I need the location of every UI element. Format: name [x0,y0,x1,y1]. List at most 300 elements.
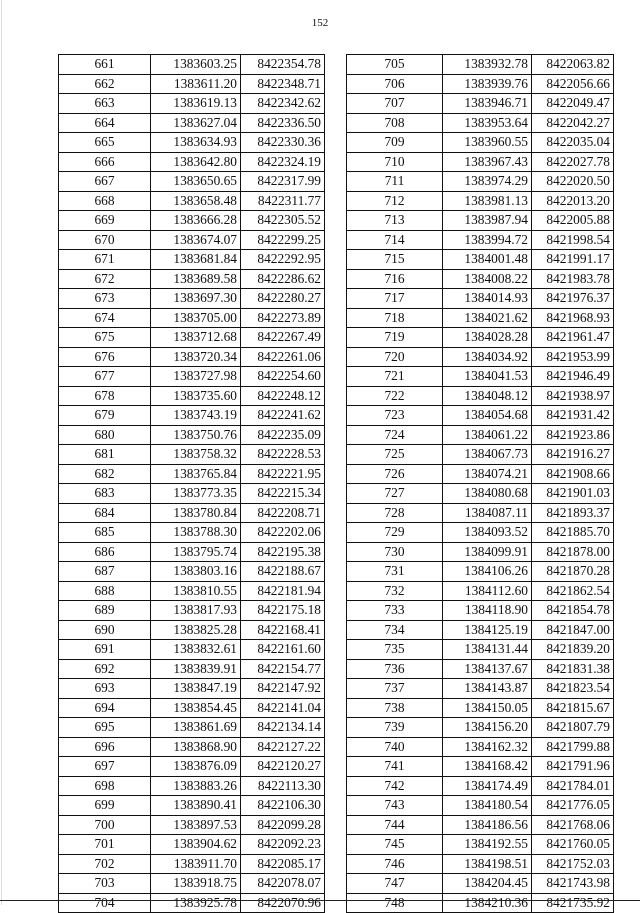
point-number-cell: 738 [347,698,443,718]
table-row [59,874,325,894]
x-coordinate-cell: 1384041.53 [443,367,532,387]
y-coordinate-cell: 8422134.14 [241,718,325,738]
x-coordinate-cell: 1383627.04 [151,113,241,133]
y-coordinate-cell: 8422154.77 [241,659,325,679]
table-row [347,152,614,172]
x-coordinate-cell: 1384028.28 [443,328,532,348]
x-coordinate-cell: 1384034.92 [443,347,532,367]
point-number-cell: 664 [59,113,151,133]
point-number-cell: 688 [59,581,151,601]
x-coordinate-cell: 1384118.90 [443,601,532,621]
x-coordinate-cell: 1384067.73 [443,445,532,465]
point-number-cell: 745 [347,835,443,855]
point-number-cell: 709 [347,133,443,153]
y-coordinate-cell: 8422221.95 [241,464,325,484]
table-row [347,835,614,855]
y-coordinate-cell: 8421916.27 [532,445,614,465]
x-coordinate-cell: 1383932.78 [443,55,532,75]
point-number-cell: 697 [59,757,151,777]
table-row [347,854,614,874]
point-number-cell: 707 [347,94,443,114]
y-coordinate-cell: 8421854.78 [532,601,614,621]
point-number-cell: 685 [59,523,151,543]
y-coordinate-cell: 8421998.54 [532,230,614,250]
table-row [59,503,325,523]
point-number-cell: 677 [59,367,151,387]
y-coordinate-cell: 8422286.62 [241,269,325,289]
x-coordinate-cell: 1383666.28 [151,211,241,231]
y-coordinate-cell: 8421908.66 [532,464,614,484]
table-row [59,152,325,172]
point-number-cell: 668 [59,191,151,211]
table-row [59,74,325,94]
x-coordinate-cell: 1383974.29 [443,172,532,192]
point-number-cell: 715 [347,250,443,270]
point-number-cell: 671 [59,250,151,270]
y-coordinate-cell: 8422208.71 [241,503,325,523]
y-coordinate-cell: 8421823.54 [532,679,614,699]
point-number-cell: 691 [59,640,151,660]
table-row [347,308,614,328]
y-coordinate-cell: 8422336.50 [241,113,325,133]
x-coordinate-cell: 1383967.43 [443,152,532,172]
point-number-cell: 735 [347,640,443,660]
point-number-cell: 721 [347,367,443,387]
point-number-cell: 740 [347,737,443,757]
point-number-cell: 682 [59,464,151,484]
point-number-cell: 663 [59,94,151,114]
y-coordinate-cell: 8422241.62 [241,406,325,426]
x-coordinate-cell: 1383803.16 [151,562,241,582]
x-coordinate-cell: 1383953.64 [443,113,532,133]
y-coordinate-cell: 8421946.49 [532,367,614,387]
table-row [59,620,325,640]
table-row [347,503,614,523]
y-coordinate-cell: 8421901.03 [532,484,614,504]
x-coordinate-cell: 1384080.68 [443,484,532,504]
table-row [59,659,325,679]
x-coordinate-cell: 1384174.49 [443,776,532,796]
y-coordinate-cell: 8421791.96 [532,757,614,777]
point-number-cell: 717 [347,289,443,309]
y-coordinate-cell: 8422317.99 [241,172,325,192]
x-coordinate-cell: 1384131.44 [443,640,532,660]
point-number-cell: 698 [59,776,151,796]
x-coordinate-cell: 1383847.19 [151,679,241,699]
y-coordinate-cell: 8422113.30 [241,776,325,796]
y-coordinate-cell: 8422013.20 [532,191,614,211]
x-coordinate-cell: 1383658.48 [151,191,241,211]
table-row [59,289,325,309]
table-row [59,484,325,504]
y-coordinate-cell: 8421923.86 [532,425,614,445]
y-coordinate-cell: 8422348.71 [241,74,325,94]
table-row [347,659,614,679]
table-row [347,289,614,309]
x-coordinate-cell: 1383832.61 [151,640,241,660]
table-row [347,386,614,406]
table-row [59,425,325,445]
table-row [347,74,614,94]
table-row [59,776,325,796]
y-coordinate-cell: 8422085.17 [241,854,325,874]
x-coordinate-cell: 1384150.05 [443,698,532,718]
point-number-cell: 722 [347,386,443,406]
point-number-cell: 684 [59,503,151,523]
point-number-cell: 667 [59,172,151,192]
point-number-cell: 737 [347,679,443,699]
x-coordinate-cell: 1383883.26 [151,776,241,796]
table-row [59,796,325,816]
y-coordinate-cell: 8422063.82 [532,55,614,75]
y-coordinate-cell: 8422311.77 [241,191,325,211]
x-coordinate-cell: 1383750.76 [151,425,241,445]
y-coordinate-cell: 8421961.47 [532,328,614,348]
y-coordinate-cell: 8422175.18 [241,601,325,621]
y-coordinate-cell: 8421776.05 [532,796,614,816]
table-row [347,172,614,192]
y-coordinate-cell: 8422299.25 [241,230,325,250]
table-row [59,718,325,738]
y-coordinate-cell: 8422273.89 [241,308,325,328]
y-coordinate-cell: 8422261.06 [241,347,325,367]
y-coordinate-cell: 8421968.93 [532,308,614,328]
y-coordinate-cell: 8421893.37 [532,503,614,523]
x-coordinate-cell: 1384008.22 [443,269,532,289]
point-number-cell: 670 [59,230,151,250]
x-coordinate-cell: 1383611.20 [151,74,241,94]
point-number-cell: 712 [347,191,443,211]
table-row [59,581,325,601]
table-row [347,815,614,835]
y-coordinate-cell: 8422292.95 [241,250,325,270]
y-coordinate-cell: 8422035.04 [532,133,614,153]
y-coordinate-cell: 8421862.54 [532,581,614,601]
table-row [347,367,614,387]
table-row [347,113,614,133]
y-coordinate-cell: 8422280.27 [241,289,325,309]
point-number-cell: 686 [59,542,151,562]
point-number-cell: 692 [59,659,151,679]
point-number-cell: 675 [59,328,151,348]
table-row [347,269,614,289]
x-coordinate-cell: 1383987.94 [443,211,532,231]
point-number-cell: 732 [347,581,443,601]
point-number-cell: 661 [59,55,151,75]
x-coordinate-cell: 1383735.60 [151,386,241,406]
point-number-cell: 696 [59,737,151,757]
table-row [347,601,614,621]
y-coordinate-cell: 8421752.03 [532,854,614,874]
y-coordinate-cell: 8421885.70 [532,523,614,543]
point-number-cell: 687 [59,562,151,582]
point-number-cell: 702 [59,854,151,874]
table-row [59,893,325,913]
x-coordinate-cell: 1383918.75 [151,874,241,894]
point-number-cell: 731 [347,562,443,582]
x-coordinate-cell: 1383681.84 [151,250,241,270]
point-number-cell: 708 [347,113,443,133]
table-row [59,211,325,231]
y-coordinate-cell: 8422354.78 [241,55,325,75]
table-row [59,464,325,484]
point-number-cell: 703 [59,874,151,894]
y-coordinate-cell: 8422228.53 [241,445,325,465]
y-coordinate-cell: 8421735.92 [532,893,614,913]
y-coordinate-cell: 8421938.97 [532,386,614,406]
table-row [347,55,614,75]
bottom-rule [0,900,640,901]
point-number-cell: 704 [59,893,151,913]
x-coordinate-cell: 1383839.91 [151,659,241,679]
x-coordinate-cell: 1384021.62 [443,308,532,328]
x-coordinate-cell: 1383697.30 [151,289,241,309]
x-coordinate-cell: 1383619.13 [151,94,241,114]
table-row [347,679,614,699]
table-row [347,640,614,660]
point-number-cell: 733 [347,601,443,621]
x-coordinate-cell: 1384156.20 [443,718,532,738]
table-row [347,464,614,484]
point-number-cell: 725 [347,445,443,465]
point-number-cell: 726 [347,464,443,484]
table-row [59,230,325,250]
point-number-cell: 694 [59,698,151,718]
y-coordinate-cell: 8421815.67 [532,698,614,718]
point-number-cell: 714 [347,230,443,250]
x-coordinate-cell: 1384087.11 [443,503,532,523]
y-coordinate-cell: 8422106.30 [241,796,325,816]
table-row [347,757,614,777]
x-coordinate-cell: 1384192.55 [443,835,532,855]
table-row [59,386,325,406]
table-row [59,133,325,153]
y-coordinate-cell: 8422147.92 [241,679,325,699]
point-number-cell: 742 [347,776,443,796]
table-row [59,679,325,699]
point-number-cell: 679 [59,406,151,426]
y-coordinate-cell: 8422092.23 [241,835,325,855]
x-coordinate-cell: 1383994.72 [443,230,532,250]
point-number-cell: 748 [347,893,443,913]
x-coordinate-cell: 1384186.56 [443,815,532,835]
table-row [347,737,614,757]
table-row [347,94,614,114]
x-coordinate-cell: 1383773.35 [151,484,241,504]
y-coordinate-cell: 8421878.00 [532,542,614,562]
point-number-cell: 681 [59,445,151,465]
table-row [347,523,614,543]
y-coordinate-cell: 8422141.04 [241,698,325,718]
y-coordinate-cell: 8422056.66 [532,74,614,94]
y-coordinate-cell: 8422267.49 [241,328,325,348]
x-coordinate-cell: 1383743.19 [151,406,241,426]
point-number-cell: 747 [347,874,443,894]
table-row [59,328,325,348]
x-coordinate-cell: 1384093.52 [443,523,532,543]
x-coordinate-cell: 1383810.55 [151,581,241,601]
table-row [59,308,325,328]
table-row [59,835,325,855]
table-row [347,328,614,348]
x-coordinate-cell: 1384168.42 [443,757,532,777]
x-coordinate-cell: 1383868.90 [151,737,241,757]
table-row [347,250,614,270]
x-coordinate-cell: 1384125.19 [443,620,532,640]
page-number: 152 [311,17,329,29]
table-row [59,269,325,289]
point-number-cell: 710 [347,152,443,172]
x-coordinate-cell: 1384162.32 [443,737,532,757]
table-row [59,406,325,426]
x-coordinate-cell: 1383939.76 [443,74,532,94]
x-coordinate-cell: 1383650.65 [151,172,241,192]
coordinates-table-left [58,54,325,913]
x-coordinate-cell: 1383890.41 [151,796,241,816]
point-number-cell: 713 [347,211,443,231]
point-number-cell: 720 [347,347,443,367]
table-row [347,581,614,601]
table-row [59,250,325,270]
table-row [59,562,325,582]
table-row [59,191,325,211]
x-coordinate-cell: 1383758.32 [151,445,241,465]
y-coordinate-cell: 8422042.27 [532,113,614,133]
y-coordinate-cell: 8422195.38 [241,542,325,562]
y-coordinate-cell: 8421983.78 [532,269,614,289]
x-coordinate-cell: 1384099.91 [443,542,532,562]
x-coordinate-cell: 1383876.09 [151,757,241,777]
y-coordinate-cell: 8422330.36 [241,133,325,153]
y-coordinate-cell: 8422202.06 [241,523,325,543]
x-coordinate-cell: 1383634.93 [151,133,241,153]
y-coordinate-cell: 8421847.00 [532,620,614,640]
x-coordinate-cell: 1383960.55 [443,133,532,153]
x-coordinate-cell: 1383854.45 [151,698,241,718]
point-number-cell: 690 [59,620,151,640]
table-row [347,191,614,211]
y-coordinate-cell: 8421839.20 [532,640,614,660]
point-number-cell: 678 [59,386,151,406]
table-row [347,347,614,367]
table-row [347,445,614,465]
table-row [347,425,614,445]
table-row [347,484,614,504]
table-row [59,542,325,562]
point-number-cell: 716 [347,269,443,289]
point-number-cell: 699 [59,796,151,816]
table-row [347,718,614,738]
table-row [347,620,614,640]
x-coordinate-cell: 1383705.00 [151,308,241,328]
table-row [59,698,325,718]
point-number-cell: 719 [347,328,443,348]
table-row [59,601,325,621]
y-coordinate-cell: 8422005.88 [532,211,614,231]
point-number-cell: 729 [347,523,443,543]
x-coordinate-cell: 1384061.22 [443,425,532,445]
x-coordinate-cell: 1384198.51 [443,854,532,874]
y-coordinate-cell: 8422324.19 [241,152,325,172]
point-number-cell: 744 [347,815,443,835]
y-coordinate-cell: 8421991.17 [532,250,614,270]
point-number-cell: 728 [347,503,443,523]
y-coordinate-cell: 8422235.09 [241,425,325,445]
point-number-cell: 734 [347,620,443,640]
page-left-edge [1,0,2,905]
y-coordinate-cell: 8422161.60 [241,640,325,660]
point-number-cell: 676 [59,347,151,367]
table-row [59,737,325,757]
y-coordinate-cell: 8421870.28 [532,562,614,582]
table-row [59,523,325,543]
y-coordinate-cell: 8421743.98 [532,874,614,894]
x-coordinate-cell: 1383861.69 [151,718,241,738]
x-coordinate-cell: 1384074.21 [443,464,532,484]
point-number-cell: 736 [347,659,443,679]
point-number-cell: 665 [59,133,151,153]
x-coordinate-cell: 1384106.26 [443,562,532,582]
x-coordinate-cell: 1384210.36 [443,893,532,913]
point-number-cell: 743 [347,796,443,816]
x-coordinate-cell: 1383981.13 [443,191,532,211]
x-coordinate-cell: 1383689.58 [151,269,241,289]
table-row [59,172,325,192]
point-number-cell: 730 [347,542,443,562]
x-coordinate-cell: 1383727.98 [151,367,241,387]
y-coordinate-cell: 8422027.78 [532,152,614,172]
x-coordinate-cell: 1383765.84 [151,464,241,484]
point-number-cell: 683 [59,484,151,504]
x-coordinate-cell: 1383603.25 [151,55,241,75]
x-coordinate-cell: 1383788.30 [151,523,241,543]
y-coordinate-cell: 8422181.94 [241,581,325,601]
x-coordinate-cell: 1383897.53 [151,815,241,835]
y-coordinate-cell: 8421799.88 [532,737,614,757]
y-coordinate-cell: 8421931.42 [532,406,614,426]
table-row [347,542,614,562]
table-row [347,874,614,894]
x-coordinate-cell: 1383904.62 [151,835,241,855]
y-coordinate-cell: 8422120.27 [241,757,325,777]
point-number-cell: 693 [59,679,151,699]
point-number-cell: 724 [347,425,443,445]
point-number-cell: 662 [59,74,151,94]
point-number-cell: 711 [347,172,443,192]
point-number-cell: 706 [347,74,443,94]
point-number-cell: 673 [59,289,151,309]
table-row [59,347,325,367]
table-row [59,113,325,133]
table-row [59,854,325,874]
x-coordinate-cell: 1383674.07 [151,230,241,250]
point-number-cell: 674 [59,308,151,328]
table-row [59,367,325,387]
x-coordinate-cell: 1384001.48 [443,250,532,270]
y-coordinate-cell: 8422049.47 [532,94,614,114]
x-coordinate-cell: 1384048.12 [443,386,532,406]
table-row [347,698,614,718]
table-row [347,133,614,153]
table-row [347,406,614,426]
point-number-cell: 718 [347,308,443,328]
x-coordinate-cell: 1384180.54 [443,796,532,816]
point-number-cell: 695 [59,718,151,738]
y-coordinate-cell: 8422078.07 [241,874,325,894]
y-coordinate-cell: 8422070.96 [241,893,325,913]
x-coordinate-cell: 1384204.45 [443,874,532,894]
table-row [347,796,614,816]
